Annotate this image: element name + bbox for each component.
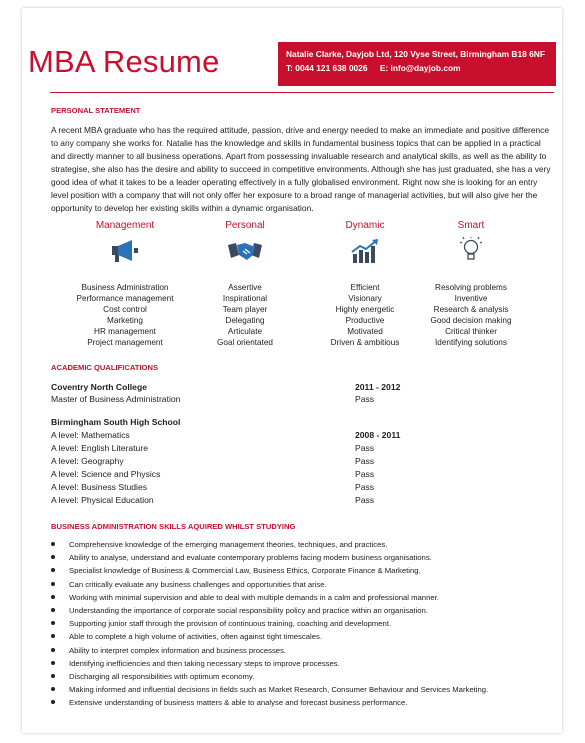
list-item-text: Discharging all responsibilities with optimum economy. — [69, 672, 255, 681]
list-item — [51, 540, 551, 552]
skill-list — [180, 282, 310, 348]
list-item — [51, 566, 551, 578]
qualification-row — [51, 417, 551, 429]
bullet-icon — [51, 634, 55, 638]
list-item-text: Identifying inefficiencies and then taking necessary steps to improve processes. — [69, 658, 340, 668]
skill-item: Research & analysis — [433, 305, 509, 314]
list-item — [51, 593, 551, 605]
bullet-icon — [51, 608, 55, 612]
qualification-row — [51, 482, 551, 494]
list-item-text: Ability to interpret complex information and business processes. — [69, 645, 287, 655]
resume-title: MBA Resume — [28, 44, 220, 79]
qualification-row — [51, 443, 551, 455]
skill-heading: Management — [95, 220, 155, 231]
skill-item: Performance management — [76, 294, 174, 303]
business-skills-heading: BUSINESS ADMINISTRATION SKILLS AQUIRED WHILST STUDYING — [51, 522, 296, 531]
qualification-row — [51, 382, 551, 394]
skill-column-personal — [180, 220, 310, 348]
academic-heading: ACADEMIC QUALIFICATIONS — [51, 363, 159, 372]
bullet-icon — [51, 700, 55, 704]
skill-item: Resolving problems — [435, 283, 507, 292]
qualification-row — [51, 394, 551, 406]
skill-item: Team player — [222, 305, 268, 314]
contact-email[interactable]: E: info@dayjob.com — [379, 63, 461, 73]
header-divider — [50, 92, 554, 93]
list-item-text: Working with minimal supervision and able to deal with multiple demands in a calm and professional manner. — [69, 592, 439, 602]
qualification-name: A level: Physical Education — [51, 495, 154, 505]
skill-item: Productive — [345, 316, 385, 325]
qualification-name: A level: Business Studies — [51, 482, 148, 492]
qualification-row — [51, 456, 551, 468]
bullet-icon — [51, 542, 55, 546]
skill-heading: Personal — [225, 220, 265, 231]
list-item — [51, 685, 551, 697]
skill-item: Visionary — [348, 294, 382, 303]
bullet-icon — [51, 582, 55, 586]
list-item — [51, 659, 551, 671]
list-item-text: Specialist knowledge of Business & Commercial Law, Business Ethics, Corporate Finance & Marketing. — [69, 566, 421, 576]
skill-item: Business Administration — [81, 283, 169, 292]
bullet-icon — [51, 648, 55, 652]
qualification-result: Pass — [355, 456, 375, 466]
skill-item: Critical thinker — [445, 327, 497, 336]
qualification-result: 2011 - 2012 — [355, 382, 401, 392]
skill-heading: Smart — [457, 220, 485, 231]
bullet-icon — [51, 687, 55, 691]
list-item-text: Ability to analyse, understand and evaluate contemporary problems facing modern business organisations. — [69, 553, 432, 563]
skill-item: Project management — [87, 338, 163, 347]
qualification-result: Pass — [355, 495, 375, 505]
qualification-row — [51, 430, 551, 442]
qualification-name: Birmingham South High School — [51, 417, 181, 427]
list-item-text: Comprehensive knowledge of the emerging management theories, techniques, and practices. — [69, 540, 388, 549]
skill-item: Goal orientated — [217, 338, 273, 347]
skill-item: Good decision making — [430, 316, 512, 325]
bullet-icon — [51, 621, 55, 625]
qualification-result: Pass — [355, 394, 375, 404]
qualification-name: Master of Business Administration — [51, 394, 181, 404]
skill-item: Articulate — [227, 327, 263, 336]
list-item-text: Supporting junior staff through the provision of continuous training, coaching and development. — [69, 619, 392, 629]
skill-item: Delegating — [225, 316, 265, 325]
skill-column-smart — [406, 220, 536, 348]
list-item-text: Extensive understanding of business matters & able to analyse and forecast business performance. — [69, 698, 408, 708]
skill-item: Inventive — [454, 294, 488, 303]
skill-item: Driven & ambitious — [330, 338, 400, 347]
list-item — [51, 632, 551, 644]
lightbulb-icon — [406, 234, 536, 268]
skills-overview — [50, 220, 550, 350]
skill-item: HR management — [94, 327, 156, 336]
qualification-name: A level: English Literature — [51, 443, 148, 453]
skill-item: Cost control — [103, 305, 147, 314]
contact-phone: T: 0044 121 638 0026 — [286, 63, 368, 73]
list-item-text: Able to complete a high volume of activities, often against tight timescales. — [69, 632, 322, 642]
list-item-text: Making informed and influential decisions in fields such as Market Research, Consumer Behaviour and Services Marketing. — [69, 685, 489, 695]
bullet-icon — [51, 674, 55, 678]
skill-list — [60, 282, 190, 348]
qualification-result: Pass — [355, 469, 375, 479]
qualification-name: A level: Mathematics — [51, 430, 130, 440]
contact-details — [286, 61, 548, 75]
qualification-row — [51, 495, 551, 507]
qualification-result: Pass — [355, 443, 375, 453]
skill-column-management — [60, 220, 190, 348]
skill-item: Motivated — [347, 327, 383, 336]
bullet-icon — [51, 555, 55, 559]
list-item — [51, 672, 551, 684]
list-item — [51, 646, 551, 658]
list-item — [51, 553, 551, 565]
personal-statement-heading: PERSONAL STATEMENT — [51, 106, 141, 115]
skill-item: Assertive — [228, 283, 262, 292]
qualification-row — [51, 469, 551, 481]
bullet-icon — [51, 568, 55, 572]
bullet-icon — [51, 595, 55, 599]
skill-item: Highly energetic — [335, 305, 395, 314]
list-item — [51, 619, 551, 631]
skill-list — [406, 282, 536, 348]
qualification-name: A level: Science and Physics — [51, 469, 161, 479]
qualification-result: Pass — [355, 482, 375, 492]
skill-item: Inspirational — [222, 294, 268, 303]
handshake-icon — [180, 234, 310, 268]
list-item-text: Can critically evaluate any business challenges and opportunities that arise. — [69, 579, 327, 589]
megaphone-icon — [60, 234, 190, 268]
skill-item: Efficient — [350, 283, 380, 292]
qualification-name: A level: Geography — [51, 456, 124, 466]
list-item — [51, 606, 551, 618]
list-item-text: Understanding the importance of corporate social responsibility policy and practice within an organisation. — [69, 606, 428, 615]
personal-statement-text: A recent MBA graduate who has the required attitude, passion, drive and energy needed to make an immediate and positive difference to any company she works for. Natalie has the knowledge and skills in fundamental business topics that can be applied in a practical and directly manner to all business operations. Apart from possessing invaluable research and analytical skills, as well as the ability to strategise, she also has the desire and ability to succeed in competitive environments. Although she has just graduated, she has a very good idea of what it takes to be a leader operating effectively in a fully globalised environment. Right now she is looking for an entry level position with a company that will not only offer her exposure to a broad range of managerial activities, but will also give her the opportunity to develop her existing skills within a dynamic organisation. — [51, 125, 551, 213]
contact-box — [278, 42, 556, 86]
skill-item: Identifying solutions — [435, 338, 507, 347]
contact-address: Natalie Clarke, Dayjob Ltd, 120 Vyse Street, Birmingham B18 6NF — [286, 49, 545, 59]
list-item — [51, 698, 551, 710]
skill-item: Marketing — [107, 316, 143, 325]
list-item — [51, 580, 551, 592]
qualification-name: Coventry North College — [51, 382, 147, 392]
qualification-result: 2008 - 2011 — [355, 430, 401, 440]
bullet-icon — [51, 661, 55, 665]
skill-heading: Dynamic — [345, 220, 385, 231]
